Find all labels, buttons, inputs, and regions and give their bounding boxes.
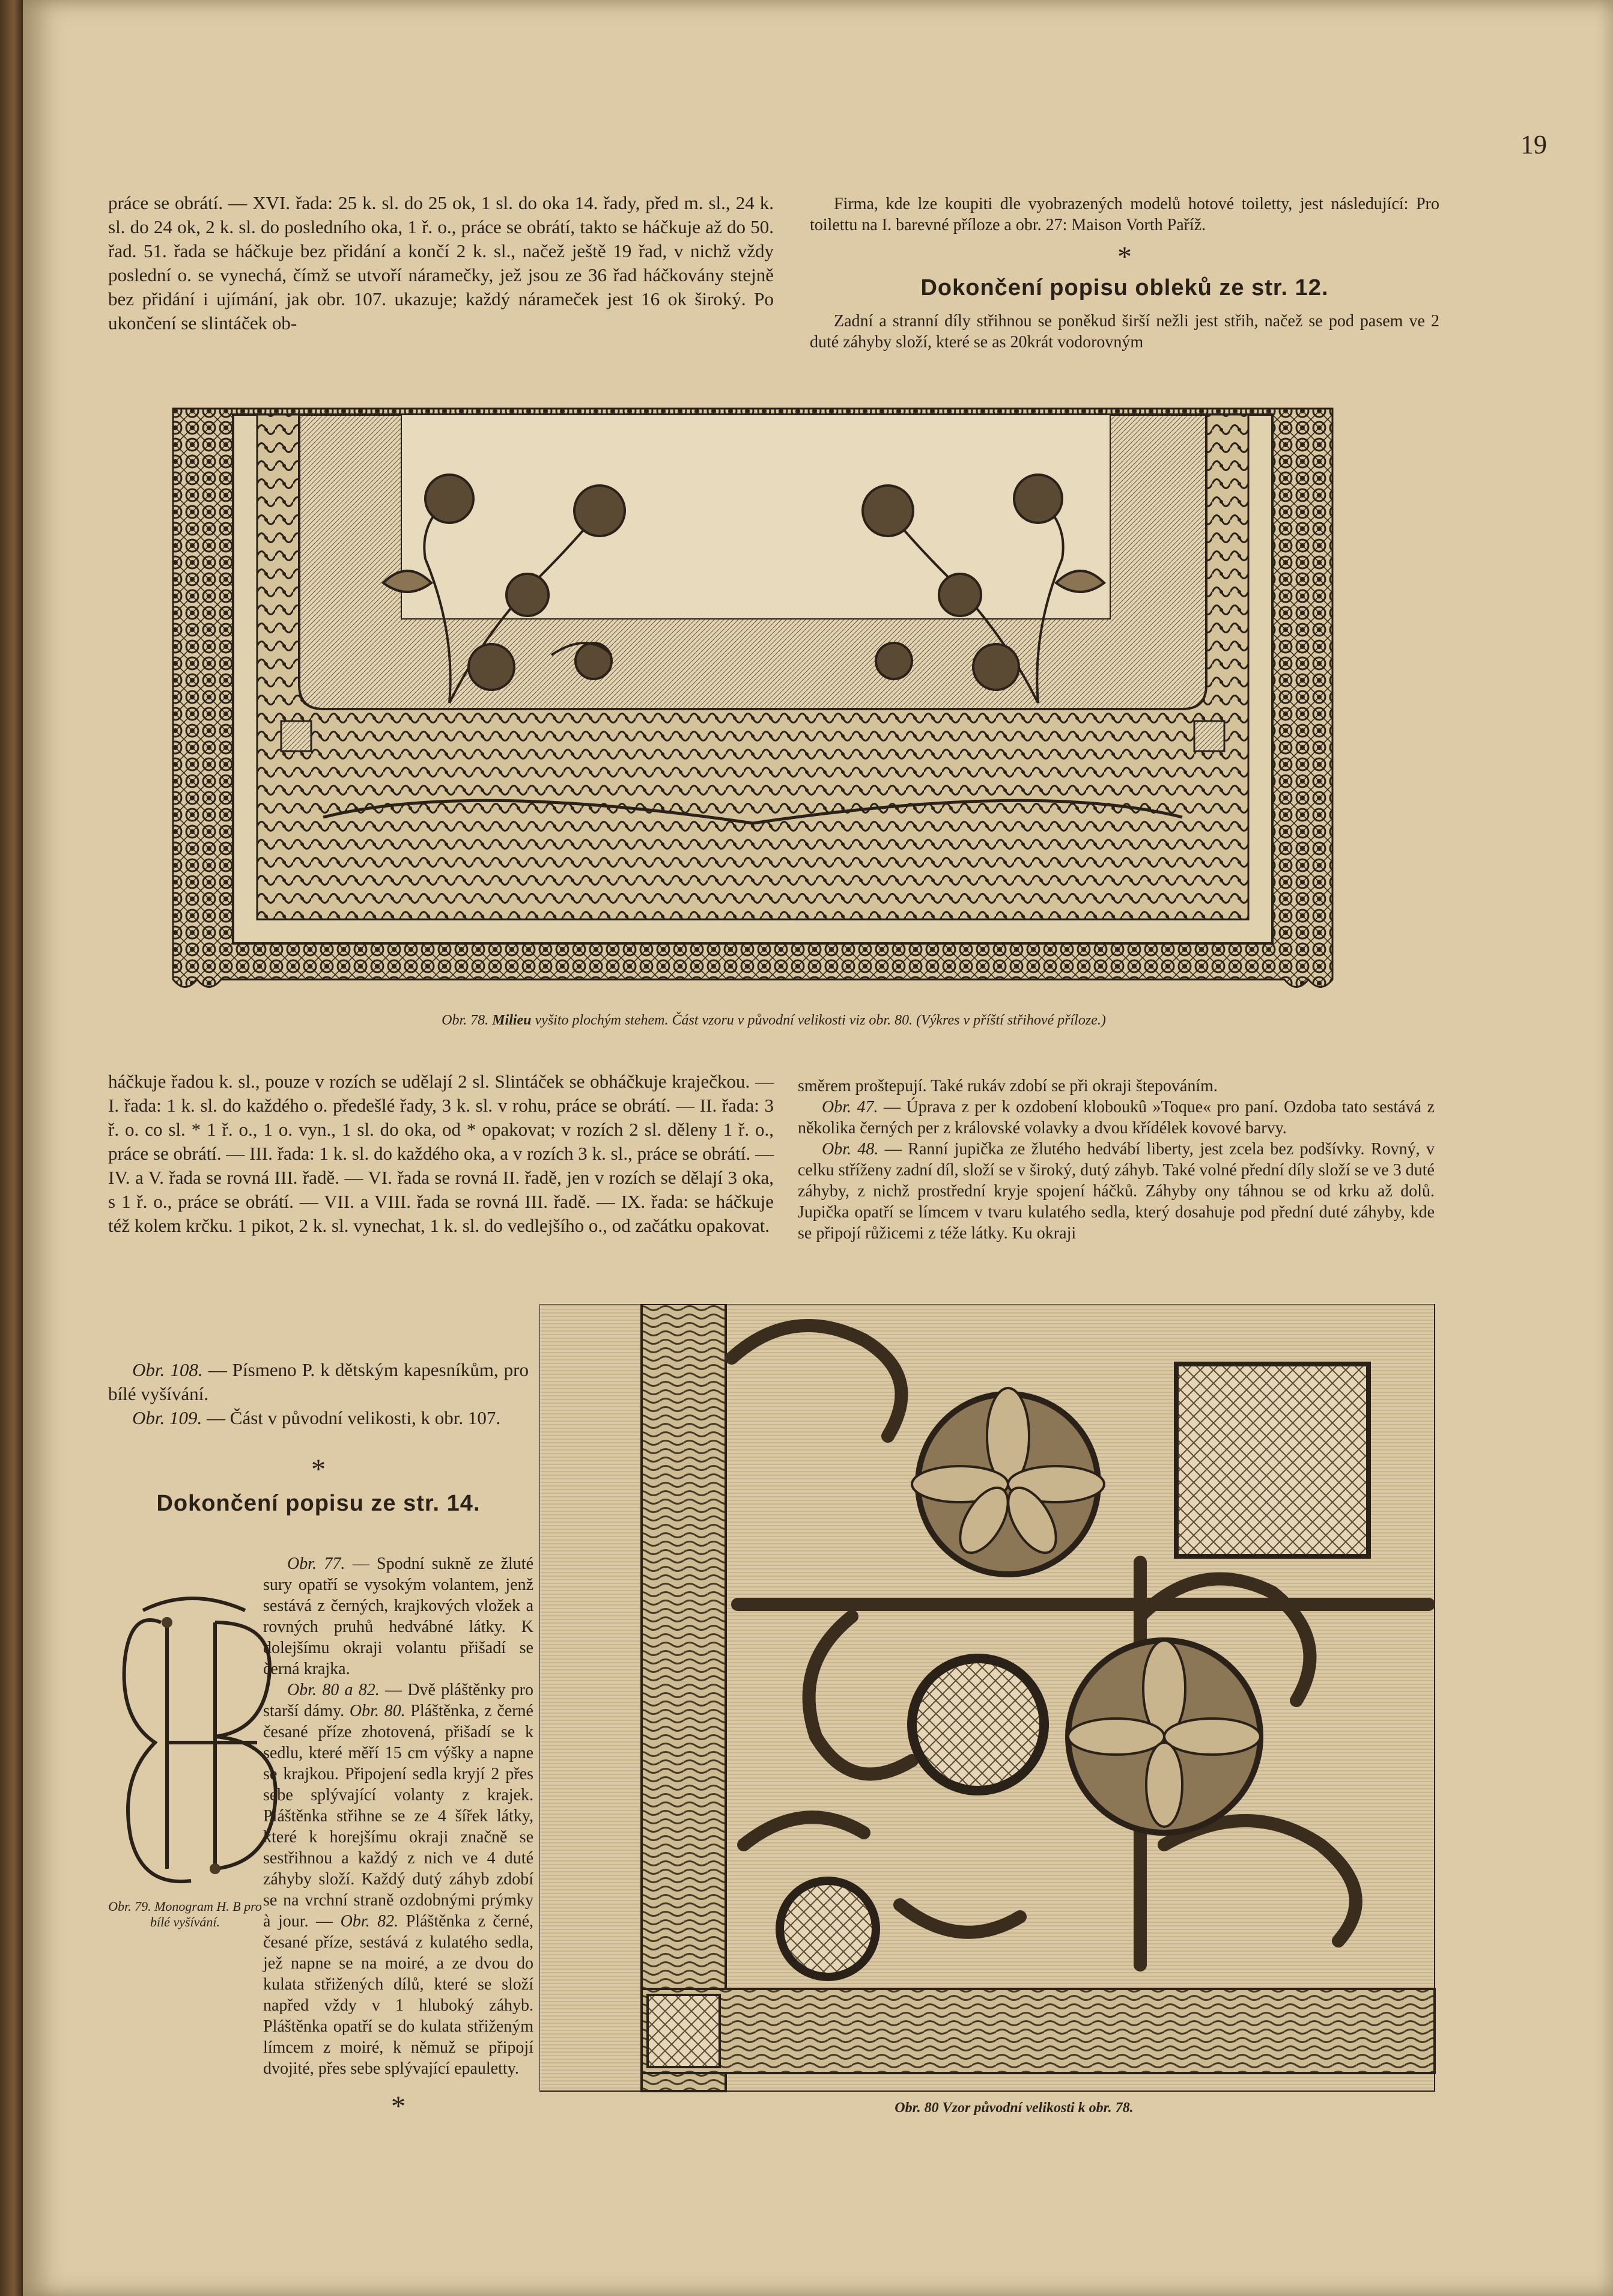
page-number: 19 (1520, 130, 1547, 159)
figure-ref: Obr. 82. (340, 1912, 399, 1931)
asterism: * (1117, 241, 1132, 273)
milieu-embroidery-figure (167, 403, 1338, 997)
figure-ref: Obr. 108. (132, 1359, 203, 1380)
left-middle-narrow (108, 1358, 529, 1515)
right-top-column (810, 193, 1439, 353)
right-middle-column (798, 1076, 1435, 1244)
book-binding (0, 0, 23, 2296)
paragraph: — Písmeno P. k dětským kapesníkům, pro bílé vyšívání. (108, 1359, 529, 1404)
left-bottom-column (263, 1553, 533, 2122)
figure-ref: Obr. 80 a 82. (287, 1681, 380, 1699)
asterism: * (391, 2090, 406, 2122)
figure-80-caption: Obr. 80 Vzor původní velikosti k obr. 78. (895, 2100, 1134, 2116)
page (23, 0, 1613, 2296)
paragraph: Pláštěnka z černé, česané příze, sestává z kulatého sedla, jež napne se na moiré, a ze dvou do kulata střižených dílů, které se složí napřed vždy v 1 hluboký záhyb. Pláštěnka opatří se do kulata střiženým límcem z moiré, k němuž se připojí dvojité, přes sebe splývající epauletty. (263, 1912, 534, 2078)
pattern-detail-figure (539, 1304, 1441, 2097)
paragraph: háčkuje řadou k. sl., pouze v rozích se udělají 2 sl. Slintáček se obháčkuje kraječkou. — I. řada: 1 k. sl. do každého o. předešlé řady, 3 k. sl. v rohu, práce se obrátí. — II. řada: 3 ř. o. co sl. * 1 ř. o., 1 o. vyn., 1 sl. do oka, od * opakovat; v rozích 2 sl. děleny 1 ř. o., práce se obrátí. — III. řada: 1 k. sl. do každého oka, a v rozích 3 k. sl., práce se obrátí. — IV. a V. řada se rovná III. řadě. — VI. řada se rovná II. řadě, jen v rozích se dělají 3 oka, s 1 ř. o., práce se obrátí. — VII. a VIII. řada se rovná III. řadě. — IX. řada: se háčkuje též kolem krčku. 1 pikot, 2 k. sl. vynechat, 1 k. sl. do vedlejšího o., od začátku opakovat. (108, 1071, 774, 1236)
monogram-hb-figure (107, 1586, 281, 1905)
section-heading: Dokončení popisu ze str. 14. (156, 1491, 481, 1516)
left-top-column (108, 191, 774, 335)
paragraph: — Část v původní velikosti, k obr. 107. (207, 1407, 501, 1428)
left-middle-column (108, 1070, 774, 1238)
paragraph: směrem proštepují. Také rukáv zdobí se při okraji štepováním. (798, 1077, 1218, 1095)
paragraph: Pláštěnka, z černé česané příze zhotovená, přišadí se k sedlu, které měří 15 cm výšky a napne se krajkou. Připojení sedla kryjí 2 přes sebe splývající volanty z krajek. Pláštěnka střihne se ze 4 šířek látky, které k horejšímu okraji značně se sestřihnou a každý z nich ve 4 duté záhyby složí. Každý dutý záhyb zdobí se na vrchní straně ozdobnými prýmky à jour. — (263, 1702, 533, 1931)
paragraph: — Ranní jupička ze žlutého hedvábí liberty, jest zcela bez podšívky. Rovný, v celku stříženy zadní díl, složí se v široký, dutý záhyb. Také volné přední díly složí se ve 3 duté záhyby, z nichž prostřední kryje spojení háčků. Záhyby ony táhnou se od krku až dolů. Jupička opatří se límcem v tvaru kulatého sedla, který dosahuje pod přední duté záhyby, kde se připojí růžicemi z téže látky. Ku okraji (798, 1140, 1435, 1243)
paragraph: Zadní a stranní díly střihnou se poněkud širší nežli jest střih, načež se pod pasem ve 2 duté záhyby složí, které se as 20krát vodorovným (810, 312, 1439, 352)
figure-ref: Obr. 80. (349, 1702, 406, 1720)
caption-title: Milieu (492, 1012, 532, 1028)
paragraph: — Dvě pláštěnky pro starší dámy. (263, 1681, 534, 1720)
paragraph: — Spodní sukně ze žluté sury opatří se vysokým volantem, jenž sestává z černých, krajkových vložek a rovných pruhů hedvábné látky. K dolejšímu okraji volantu přišadí se černá krajka. (263, 1555, 534, 1678)
asterism: * (311, 1454, 326, 1485)
figure-ref: Obr. 47. (822, 1098, 878, 1116)
figure-ref: Obr. 77. (287, 1555, 345, 1573)
figure-ref: Obr. 48. (822, 1140, 879, 1159)
figure-79-caption: Obr. 79. Monogram H. B pro bílé vyšívání. (108, 1899, 262, 1929)
figure-78-caption (203, 1012, 1344, 1029)
paragraph-firm: Firma, kde lze koupiti dle vyobrazených modelů hotové toiletty, jest následující: Pro toilettu na I. barevné příloze a obr. 27: Maison Vorth Paříž. (810, 195, 1439, 234)
paragraph: — Úprava z per k ozdobení kloboukû »Toque« pro paní. Ozdoba tato sestává z několika černých per z královské volavky a dvou křídélek kovové barvy. (798, 1098, 1435, 1137)
caption-prefix: Obr. 78. (442, 1012, 489, 1028)
caption-text: vyšito plochým stehem. Část vzoru v původní velikosti viz obr. 80. (Výkres v příští střihové příloze.) (535, 1012, 1106, 1028)
paragraph: práce se obrátí. — XVI. řada: 25 k. sl. do 25 ok, 1 sl. do oka 14. řady, před m. sl., 24 k. sl. do 24 ok, 2 k. sl. do posledního oka, 1 ř. o., práce se obrátí, takto se háčkuje až do 50. řad. 51. řada se háčkuje bez přidání a končí 2 k. sl., načež ještě 19 řad, v nichž vždy poslední o. se vynechá, čímž se utvoří náramečky, jež jsou ze 36 řad háčkovány stejně bez přidání i ujímání, jak obr. 107. ukazuje; každý náramеček jest 16 ok široký. Po ukončení se slintáček ob- (108, 192, 774, 333)
section-heading: Dokončení popisu obleků ze str. 12. (920, 275, 1329, 300)
figure-ref: Obr. 109. (132, 1407, 202, 1428)
